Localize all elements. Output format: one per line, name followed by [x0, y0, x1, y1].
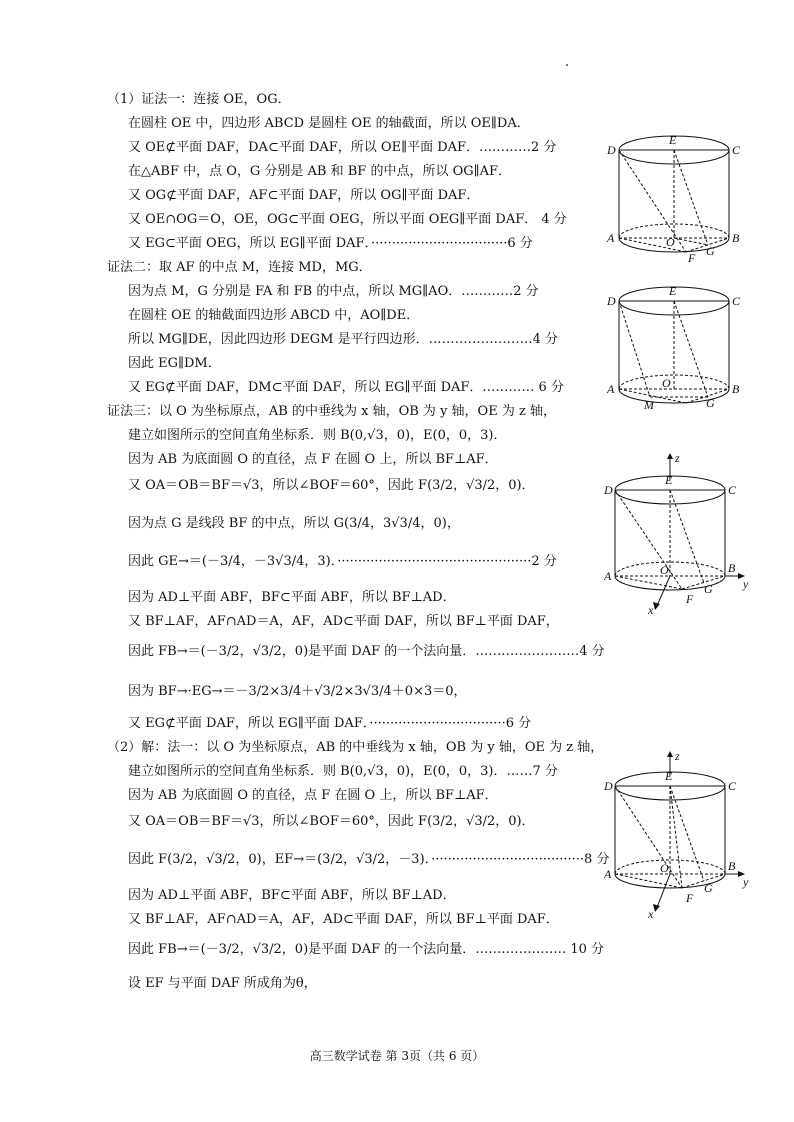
label-x: x — [648, 907, 654, 921]
text-line: 又 EG⊄平面 DAF，所以 EG∥平面 DAF．·································6 分 — [128, 716, 532, 731]
label-D: D — [604, 779, 613, 793]
label-M: M — [644, 398, 654, 412]
label-D: D — [607, 143, 616, 157]
text-line: 因为 AD⊥平面 ABF，BF⊂平面 ABF，所以 BF⊥AD． — [128, 590, 456, 605]
text-line: 因为点 G 是线段 BF 的中点，所以 G(3/4，3√3/4，0)， — [128, 516, 460, 531]
label-O: O — [660, 861, 669, 875]
text-line: 又 BF⊥AF，AF∩AD＝A，AF，AD⊂平面 DAF，所以 BF⊥平面 DAF． — [128, 912, 559, 927]
label-G: G — [706, 244, 715, 258]
label-B: B — [732, 382, 740, 396]
scan-dot — [566, 64, 568, 66]
text-line: 又 OA＝OB＝BF＝√3，所以∠BOF＝60°，因此 F(3/2，√3/2，0)． — [128, 478, 535, 493]
label-D: D — [604, 483, 613, 497]
label-B: B — [728, 859, 736, 873]
text-line: 因此 EG∥DM． — [128, 356, 221, 371]
text-line: 又 OG⊄平面 DAF，AF⊂平面 DAF，所以 OG∥平面 DAF． — [128, 188, 480, 203]
label-z: z — [675, 452, 680, 465]
label-F: F — [688, 251, 696, 264]
text-line: 证法二：取 AF 的中点 M，连接 MD，MG． — [107, 260, 372, 275]
text-line: 又 EG⊂平面 OEG，所以 EG∥平面 DAF．·································6 分 — [128, 236, 533, 251]
text-line: 所以 MG∥DE，因此四边形 DEGM 是平行四边形．……………………4 分 — [128, 332, 559, 347]
label-x: x — [648, 603, 654, 617]
text-line: 因为 AB 为底面圆 O 的直径，点 F 在圆 O 上，所以 BF⊥AF． — [128, 788, 498, 803]
label-y: y — [743, 577, 749, 591]
coordinate-figure-4 — [604, 750, 752, 922]
text-line: 因此 FB→＝(－3/2，√3/2，0)是平面 DAF 的一个法向量．……………………4 分 — [128, 644, 605, 659]
text-line: 因为 BF→·EG→＝－3/2×3/4＋√3/2×3√3/4＋0×3＝0， — [128, 684, 467, 699]
text-line: （2）解：法一：以 O 为坐标原点，AB 的中垂线为 x 轴，OB 为 y 轴，OE 为 z 轴， — [107, 740, 604, 755]
page-footer: 高三数学试卷 第 3页（共 6 页） — [309, 1049, 485, 1063]
label-C: C — [728, 483, 737, 497]
text-line: 因为点 M，G 分别是 FA 和 FB 的中点，所以 MG∥AO．…………2 分 — [128, 284, 539, 299]
label-E: E — [669, 133, 677, 147]
label-C: C — [728, 779, 737, 793]
cylinder-figure-2 — [604, 283, 744, 415]
label-y: y — [743, 875, 749, 889]
text-line: 因此 GE→＝(－3/4，－3√3/4，3)．···············································2 分 — [128, 554, 557, 569]
text-line: （1）证法一：连接 OE，OG． — [107, 92, 291, 107]
text-line: 建立如图所示的空间直角坐标系．则 B(0,√3，0)，E(0，0，3)．……7 分 — [128, 764, 558, 779]
label-C: C — [732, 294, 741, 308]
label-E: E — [669, 284, 677, 298]
text-line: 因为 AB 为底面圆 O 的直径，点 F 在圆 O 上，所以 BF⊥AF． — [128, 452, 498, 467]
text-line: 又 OA＝OB＝BF＝√3，所以∠BOF＝60°，因此 F(3/2，√3/2，0)． — [128, 814, 535, 829]
label-A: A — [607, 382, 615, 396]
text-line: 证法三：以 O 为坐标原点，AB 的中垂线为 x 轴，OB 为 y 轴，OE 为 z 轴， — [107, 404, 556, 419]
label-C: C — [732, 143, 741, 157]
text-line: 因此 F(3/2，√3/2，0)，EF→＝(3/2，√3/2，－3)．·····································8 分 — [128, 852, 610, 867]
label-O: O — [666, 235, 675, 249]
text-line: 在△ABF 中，点 O，G 分别是 AB 和 BF 的中点，所以 OG∥AF． — [128, 164, 512, 179]
label-E: E — [665, 473, 673, 487]
label-O: O — [660, 563, 669, 577]
label-A: A — [604, 569, 612, 583]
label-F: F — [686, 592, 694, 606]
text-line: 因此 FB→＝(－3/2，√3/2，0)是平面 DAF 的一个法向量．………………… 10 分 — [128, 942, 605, 957]
label-A: A — [604, 867, 612, 881]
coordinate-figure-3 — [604, 452, 752, 618]
text-line: 又 BF⊥AF，AF∩AD＝A，AF，AD⊂平面 DAF，所以 BF⊥平面 DAF， — [128, 614, 559, 629]
label-z: z — [675, 750, 680, 763]
text-line: 建立如图所示的空间直角坐标系．则 B(0,√3，0)，E(0，0，3)． — [128, 428, 507, 443]
label-G: G — [704, 881, 713, 895]
label-B: B — [728, 561, 736, 575]
text-line: 在圆柱 OE 的轴截面四边形 ABCD 中，AO∥DE． — [128, 308, 420, 323]
text-line: 又 OE⊄平面 DAF，DA⊂平面 DAF，所以 OE∥平面 DAF．…………2 分 — [128, 140, 557, 155]
label-D: D — [607, 294, 616, 308]
label-G: G — [706, 396, 715, 410]
label-E: E — [665, 769, 673, 783]
text-line: 又 EG⊄平面 DAF，DM⊂平面 DAF，所以 EG∥平面 DAF．………… 6 分 — [128, 380, 564, 395]
label-B: B — [732, 231, 740, 245]
label-A: A — [607, 231, 615, 245]
text-line: 又 OE∩OG＝O，OE，OG⊂平面 OEG，所以平面 OEG∥平面 DAF． 4 分 — [128, 212, 567, 227]
cylinder-figure-1 — [604, 132, 744, 264]
label-O: O — [662, 376, 671, 390]
text-line: 因为 AD⊥平面 ABF，BF⊂平面 ABF，所以 BF⊥AD． — [128, 888, 456, 903]
label-F: F — [686, 891, 694, 905]
text-line: 在圆柱 OE 中，四边形 ABCD 是圆柱 OE 的轴截面，所以 OE∥DA． — [128, 116, 530, 131]
label-G: G — [704, 582, 713, 596]
text-line: 设 EF 与平面 DAF 所成角为θ， — [128, 976, 317, 991]
